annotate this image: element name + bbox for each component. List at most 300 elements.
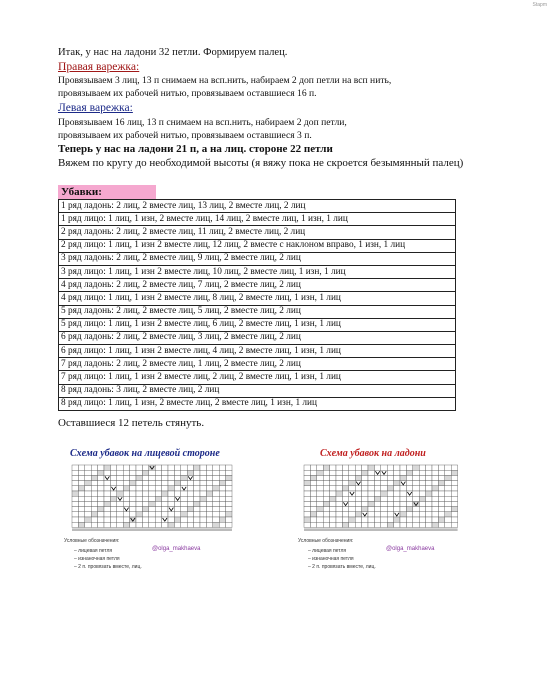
chart-cell (104, 496, 110, 501)
intro-text: Итак, у нас на ладони 32 петли. Формируем палец. (58, 47, 288, 58)
chart-cell (317, 470, 323, 475)
chart-cell (406, 501, 412, 506)
chart-cell (213, 491, 219, 496)
chart-cell (355, 501, 361, 506)
chart-cell (162, 486, 168, 491)
chart-cell (304, 496, 310, 501)
chart-cell (162, 491, 168, 496)
table-row (59, 252, 456, 265)
chart-cell (310, 496, 316, 501)
chart-cell (142, 470, 148, 475)
chart-cell (413, 496, 419, 501)
chart-cell (323, 496, 329, 501)
chart-cell (149, 486, 155, 491)
chart-cell (323, 491, 329, 496)
chart-cell (206, 507, 212, 512)
chart-cell (85, 465, 91, 470)
chart-cell (123, 481, 129, 486)
chart-cell (310, 512, 316, 517)
chart-cell (400, 496, 406, 501)
chart-cell (219, 517, 225, 522)
chart-cell (174, 512, 180, 517)
chart-cell (162, 470, 168, 475)
chart-cell (368, 507, 374, 512)
chart-cell (110, 475, 116, 480)
chart-cell (200, 491, 206, 496)
chart-cell (149, 512, 155, 517)
chart-cell (310, 501, 316, 506)
chart-cell (336, 512, 342, 517)
chart-cell (381, 517, 387, 522)
chart-cell (136, 470, 142, 475)
chart-cell (104, 470, 110, 475)
chart-cell (445, 501, 451, 506)
chart-cell (394, 501, 400, 506)
chart-cell (142, 465, 148, 470)
chart-cell (304, 522, 310, 527)
chart-cell (136, 465, 142, 470)
chart-cell (330, 486, 336, 491)
chart-cell (98, 512, 104, 517)
right-legend-dec: – 2 п. провязать вместе, лиц. (308, 564, 376, 570)
chart-cell (400, 522, 406, 527)
chart-cell (226, 470, 232, 475)
chart-cell (104, 522, 110, 527)
chart-cell (130, 465, 136, 470)
chart-cell (342, 491, 348, 496)
chart-cell (168, 512, 174, 517)
chart-cell (226, 507, 232, 512)
table-row (59, 213, 456, 226)
chart-cell (362, 517, 368, 522)
chart-cell (394, 470, 400, 475)
chart-cell (142, 522, 148, 527)
chart-cell (400, 465, 406, 470)
chart-cell (432, 507, 438, 512)
chart-cell (349, 501, 355, 506)
chart-cell (104, 517, 110, 522)
chart-cell (155, 470, 161, 475)
table-row (59, 397, 456, 410)
chart-cell (200, 465, 206, 470)
chart-cell (117, 512, 123, 517)
chart-cell (349, 475, 355, 480)
table-cell: 7 ряд ладонь: 2 лиц, 2 вместе лиц, 1 лиц, 2 вместе лиц, 2 лиц (59, 358, 456, 371)
chart-cell (406, 481, 412, 486)
chart-cell (142, 481, 148, 486)
chart-cell (419, 507, 425, 512)
chart-cell (330, 470, 336, 475)
table-cell: 4 ряд ладонь: 2 лиц, 2 вместе лиц, 7 лиц, 2 вместе лиц, 2 лиц (59, 279, 456, 292)
chart-cell (117, 465, 123, 470)
chart-cell (78, 517, 84, 522)
chart-cell (110, 496, 116, 501)
chart-cell (445, 481, 451, 486)
chart-cell (438, 501, 444, 506)
chart-cell (136, 475, 142, 480)
chart-cell (142, 507, 148, 512)
chart-cell (323, 481, 329, 486)
chart-cell (387, 481, 393, 486)
chart-cell (387, 486, 393, 491)
chart-cell (200, 512, 206, 517)
chart-cell (181, 465, 187, 470)
chart-cell (155, 517, 161, 522)
chart-cell (374, 496, 380, 501)
chart-cell (136, 522, 142, 527)
chart-cell (419, 522, 425, 527)
chart-cell (200, 475, 206, 480)
chart-cell (432, 470, 438, 475)
column-number-strip (72, 528, 232, 531)
chart-cell (432, 496, 438, 501)
chart-cell (374, 491, 380, 496)
right-decrease-chart (298, 463, 478, 531)
chart-cell (136, 507, 142, 512)
table-row (59, 345, 456, 358)
chart-cell (342, 512, 348, 517)
chart-cell (317, 501, 323, 506)
chart-cell (355, 475, 361, 480)
chart-cell (110, 470, 116, 475)
chart-cell (91, 491, 97, 496)
chart-cell (342, 486, 348, 491)
chart-cell (336, 522, 342, 527)
chart-cell (72, 491, 78, 496)
now-stitch-count: Теперь у нас на ладони 21 п, а на лиц. стороне 22 петли (58, 143, 333, 155)
chart-cell (342, 496, 348, 501)
chart-cell (304, 486, 310, 491)
chart-cell (168, 517, 174, 522)
right-legend-purl: – изнаночная петля (308, 556, 354, 562)
chart-cell (149, 501, 155, 506)
chart-cell (149, 522, 155, 527)
chart-cell (130, 475, 136, 480)
chart-cell (342, 465, 348, 470)
table-row (59, 265, 456, 278)
chart-cell (85, 507, 91, 512)
chart-cell (110, 501, 116, 506)
chart-cell (368, 522, 374, 527)
chart-cell (206, 496, 212, 501)
chart-cell (394, 486, 400, 491)
chart-cell (374, 507, 380, 512)
chart-cell (336, 496, 342, 501)
chart-cell (155, 481, 161, 486)
table-row (59, 384, 456, 397)
chart-cell (394, 481, 400, 486)
chart-cell (213, 522, 219, 527)
chart-cell (78, 522, 84, 527)
chart-cell (181, 501, 187, 506)
chart-cell (117, 491, 123, 496)
chart-cell (438, 481, 444, 486)
chart-cell (213, 465, 219, 470)
chart-cell (104, 507, 110, 512)
chart-cell (85, 486, 91, 491)
chart-cell (168, 501, 174, 506)
table-row (59, 318, 456, 331)
right-legend-title: Условные обозначения: (298, 538, 354, 544)
chart-cell (432, 475, 438, 480)
chart-cell (181, 496, 187, 501)
chart-cell (85, 475, 91, 480)
chart-cell (419, 465, 425, 470)
chart-cell (387, 470, 393, 475)
right-mitten-line-1: Провязываем 3 лиц, 13 п снимаем на всп.нить, набираем 2 доп петли на всп нить, (58, 75, 392, 86)
chart-cell (426, 517, 432, 522)
chart-cell (355, 522, 361, 527)
chart-cell (451, 522, 457, 527)
table-cell: 3 ряд лицо: 1 лиц, 1 изн 2 вместе лиц, 10 лиц, 2 вместе лиц, 1 изн, 1 лиц (59, 265, 456, 278)
table-cell: 5 ряд ладонь: 2 лиц, 2 вместе лиц, 5 лиц, 2 вместе лиц, 2 лиц (59, 305, 456, 318)
chart-cell (349, 496, 355, 501)
knit-instruction: Вяжем по кругу до необходимой высоты (я вяжу пока не скроется безымянный палец) (58, 157, 464, 169)
chart-cell (374, 501, 380, 506)
chart-cell (136, 496, 142, 501)
chart-cell (368, 465, 374, 470)
chart-cell (187, 491, 193, 496)
chart-cell (130, 496, 136, 501)
chart-cell (438, 517, 444, 522)
chart-cell (381, 496, 387, 501)
chart-cell (162, 501, 168, 506)
chart-cell (432, 522, 438, 527)
chart-cell (419, 501, 425, 506)
chart-cell (213, 470, 219, 475)
chart-cell (206, 470, 212, 475)
chart-cell (123, 491, 129, 496)
chart-cell (91, 481, 97, 486)
chart-cell (362, 465, 368, 470)
chart-cell (123, 501, 129, 506)
chart-cell (206, 522, 212, 527)
chart-cell (304, 465, 310, 470)
table-cell: 8 ряд ладонь: 3 лиц, 2 вместе лиц, 2 лиц (59, 384, 456, 397)
chart-cell (72, 481, 78, 486)
chart-cell (387, 491, 393, 496)
chart-cell (387, 517, 393, 522)
chart-cell (387, 465, 393, 470)
chart-cell (394, 475, 400, 480)
chart-cell (98, 522, 104, 527)
chart-cell (85, 481, 91, 486)
chart-cell (445, 470, 451, 475)
right-mitten-line-2: провязываем их рабочей нитью, провязываем оставшиеся 16 п. (58, 88, 317, 99)
chart-cell (355, 507, 361, 512)
chart-cell (355, 486, 361, 491)
chart-cell (419, 517, 425, 522)
chart-cell (213, 512, 219, 517)
chart-cell (323, 486, 329, 491)
decreases-label: Убавки: (58, 185, 156, 199)
table-row (59, 305, 456, 318)
table-row (59, 292, 456, 305)
chart-cell (438, 486, 444, 491)
chart-cell (213, 481, 219, 486)
chart-cell (174, 465, 180, 470)
chart-cell (194, 486, 200, 491)
chart-cell (155, 465, 161, 470)
chart-cell (426, 475, 432, 480)
chart-cell (304, 475, 310, 480)
chart-cell (206, 481, 212, 486)
chart-cell (219, 491, 225, 496)
chart-cell (123, 475, 129, 480)
table-cell: 2 ряд ладонь: 2 лиц, 2 вместе лиц, 11 лиц, 2 вместе лиц, 2 лиц (59, 226, 456, 239)
chart-cell (136, 501, 142, 506)
chart-cell (117, 475, 123, 480)
chart-cell (181, 522, 187, 527)
chart-cell (438, 522, 444, 527)
chart-cell (187, 517, 193, 522)
chart-cell (368, 481, 374, 486)
chart-cell (85, 512, 91, 517)
chart-cell (219, 496, 225, 501)
chart-cell (181, 507, 187, 512)
chart-cell (162, 465, 168, 470)
chart-cell (155, 475, 161, 480)
chart-cell (162, 522, 168, 527)
chart-cell (194, 517, 200, 522)
chart-cell (72, 465, 78, 470)
chart-cell (85, 470, 91, 475)
chart-cell (123, 512, 129, 517)
chart-cell (426, 501, 432, 506)
chart-cell (200, 522, 206, 527)
chart-cell (349, 522, 355, 527)
chart-cell (168, 475, 174, 480)
chart-cell (330, 512, 336, 517)
chart-cell (155, 507, 161, 512)
chart-cell (98, 496, 104, 501)
chart-cell (219, 501, 225, 506)
chart-cell (117, 481, 123, 486)
table-cell: 3 ряд ладонь: 2 лиц, 2 вместе лиц, 9 лиц, 2 вместе лиц, 2 лиц (59, 252, 456, 265)
chart-cell (110, 465, 116, 470)
chart-cell (72, 512, 78, 517)
chart-cell (72, 517, 78, 522)
chart-cell (130, 507, 136, 512)
chart-cell (413, 481, 419, 486)
chart-cell (142, 491, 148, 496)
chart-cell (317, 517, 323, 522)
column-number-strip (304, 528, 458, 531)
chart-cell (426, 512, 432, 517)
chart-cell (304, 481, 310, 486)
chart-cell (219, 512, 225, 517)
chart-cell (317, 475, 323, 480)
left-legend-purl: – изнаночная петля (74, 556, 120, 562)
chart-cell (130, 470, 136, 475)
chart-cell (426, 522, 432, 527)
chart-cell (110, 517, 116, 522)
chart-cell (136, 491, 142, 496)
table-row (59, 358, 456, 371)
chart-cell (400, 507, 406, 512)
chart-cell (432, 501, 438, 506)
chart-cell (123, 496, 129, 501)
chart-cell (323, 465, 329, 470)
table-row (59, 371, 456, 384)
chart-cell (104, 512, 110, 517)
chart-cell (181, 481, 187, 486)
chart-cell (187, 501, 193, 506)
chart-cell (432, 512, 438, 517)
chart-cell (381, 512, 387, 517)
chart-cell (432, 517, 438, 522)
chart-cell (104, 501, 110, 506)
chart-cell (155, 486, 161, 491)
chart-cell (336, 465, 342, 470)
chart-cell (174, 491, 180, 496)
chart-cell (142, 486, 148, 491)
chart-cell (381, 465, 387, 470)
chart-cell (85, 517, 91, 522)
chart-cell (181, 475, 187, 480)
chart-cell (368, 501, 374, 506)
chart-cell (117, 517, 123, 522)
chart-cell (149, 481, 155, 486)
chart-cell (310, 522, 316, 527)
chart-cell (78, 475, 84, 480)
chart-cell (330, 517, 336, 522)
chart-cell (117, 507, 123, 512)
chart-cell (200, 507, 206, 512)
chart-cell (130, 512, 136, 517)
chart-cell (194, 522, 200, 527)
chart-cell (85, 496, 91, 501)
chart-cell (149, 496, 155, 501)
chart-cell (310, 486, 316, 491)
chart-cell (104, 481, 110, 486)
chart-cell (426, 486, 432, 491)
chart-cell (362, 507, 368, 512)
chart-cell (387, 512, 393, 517)
chart-cell (336, 517, 342, 522)
chart-cell (149, 507, 155, 512)
chart-cell (110, 481, 116, 486)
chart-cell (174, 522, 180, 527)
chart-cell (317, 522, 323, 527)
chart-cell (330, 481, 336, 486)
chart-cell (136, 512, 142, 517)
chart-cell (78, 486, 84, 491)
chart-cell (374, 486, 380, 491)
chart-cell (206, 501, 212, 506)
chart-cell (168, 486, 174, 491)
chart-cell (445, 517, 451, 522)
chart-cell (187, 512, 193, 517)
chart-cell (362, 501, 368, 506)
chart-cell (123, 522, 129, 527)
chart-cell (72, 501, 78, 506)
chart-cell (400, 512, 406, 517)
chart-cell (85, 522, 91, 527)
chart-cell (123, 517, 129, 522)
chart-cell (336, 470, 342, 475)
table-cell: 8 ряд лицо: 1 лиц, 1 изн, 2 вместе лиц, 2 вместе лиц, 1 изн, 1 лиц (59, 397, 456, 410)
chart-cell (219, 507, 225, 512)
chart-cell (342, 517, 348, 522)
chart-cell (110, 522, 116, 527)
chart-cell (317, 507, 323, 512)
chart-cell (362, 475, 368, 480)
left-mitten-line-2: провязываем их рабочей нитью, провязываем оставшиеся 3 п. (58, 130, 312, 141)
chart-cell (374, 512, 380, 517)
chart-cell (206, 475, 212, 480)
chart-cell (317, 481, 323, 486)
